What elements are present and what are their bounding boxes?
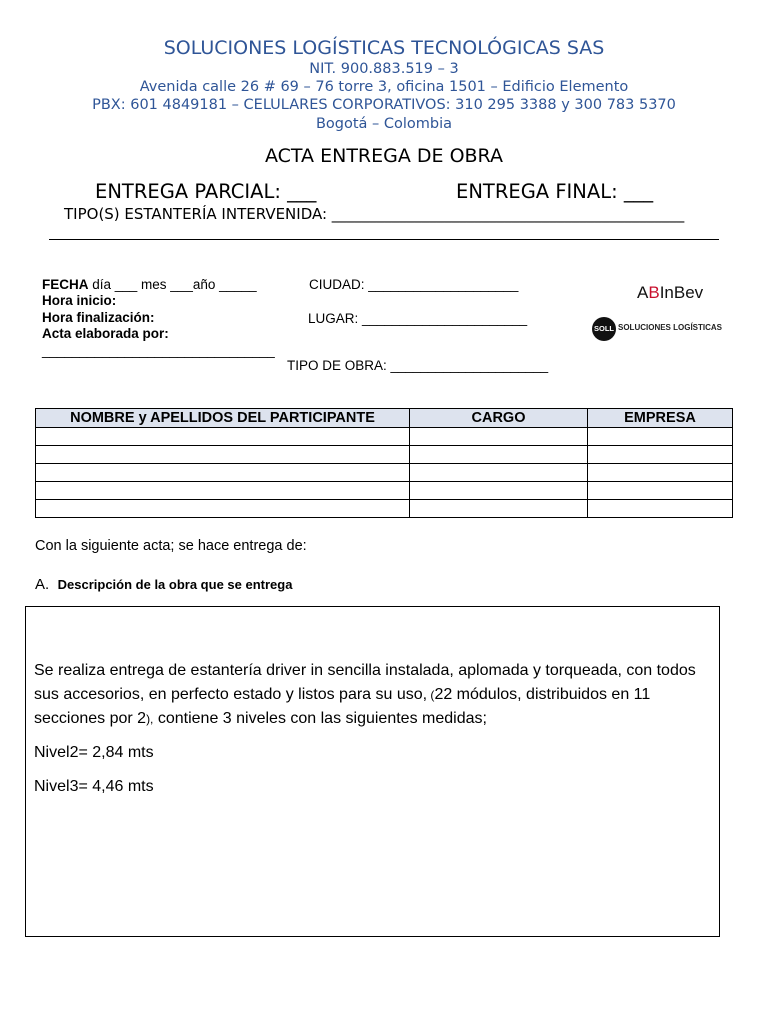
ciudad-field: CIUDAD: ____________________ xyxy=(309,277,519,292)
soll-logo-text: SOLUCIONES LOGÍSTICAS xyxy=(618,323,723,332)
table-cell[interactable] xyxy=(36,428,410,446)
table-cell[interactable] xyxy=(410,428,588,446)
fecha-field xyxy=(42,277,257,292)
header-empresa: EMPRESA xyxy=(588,409,733,428)
document-title: ACTA ENTREGA DE OBRA xyxy=(265,145,503,167)
company-address: Avenida calle 26 # 69 – 76 torre 3, oficina 1501 – Edificio Elemento xyxy=(139,79,629,95)
description-line-1: Se realiza entrega de estantería driver in sencilla instalada, aplomada y torqueada, con todos xyxy=(34,662,696,679)
fecha-blanks: día ___ mes ___año _____ xyxy=(88,277,257,292)
table-row xyxy=(36,482,733,500)
soluciones-logisticas-logo xyxy=(592,317,723,341)
table-cell[interactable] xyxy=(36,500,410,518)
nivel2-measure: Nivel2= 2,84 mts xyxy=(34,744,154,761)
tipo-estanteria-field: TIPO(S) ESTANTERÍA INTERVENIDA: _______________________________________________ xyxy=(64,205,685,223)
fecha-label: FECHA xyxy=(42,277,89,292)
table-cell[interactable] xyxy=(588,500,733,518)
table-cell[interactable] xyxy=(36,482,410,500)
table-cell[interactable] xyxy=(588,464,733,482)
company-city: Bogotá – Colombia xyxy=(315,116,453,132)
company-nit: NIT. 900.883.519 – 3 xyxy=(309,61,459,77)
table-cell[interactable] xyxy=(410,500,588,518)
section-a-heading xyxy=(35,576,292,594)
section-a-letter: A. xyxy=(35,576,50,593)
acta-elaborada-label: Acta elaborada por: xyxy=(42,326,169,341)
table-row xyxy=(36,500,733,518)
table-header-row xyxy=(36,409,733,428)
ab-inbev-logo: ABInBev xyxy=(637,283,704,302)
description-paragraph xyxy=(34,659,714,731)
table-cell[interactable] xyxy=(36,464,410,482)
description-line-3: secciones por 2), contiene 3 niveles con las siguientes medidas; xyxy=(34,710,487,727)
entrega-parcial: ENTREGA PARCIAL: ___ xyxy=(95,180,317,203)
tipo-obra-field: TIPO DE OBRA: _____________________ xyxy=(287,358,549,373)
table-cell[interactable] xyxy=(410,482,588,500)
header-cargo: CARGO xyxy=(410,409,588,428)
hora-inicio-label: Hora inicio: xyxy=(42,293,117,308)
company-phones: PBX: 601 4849181 – CELULARES CORPORATIVOS: 310 295 3388 y 300 783 5370 xyxy=(92,97,676,113)
description-line-2: sus accesorios, en perfecto estado y listos para su uso, (22 módulos, distribuidos en 11 xyxy=(34,686,651,703)
nivel3-measure: Nivel3= 4,46 mts xyxy=(34,778,154,795)
description-box xyxy=(25,606,720,937)
lugar-field: LUGAR: ______________________ xyxy=(308,311,528,326)
intro-text: Con la siguiente acta; se hace entrega de: xyxy=(35,538,307,554)
soll-badge-icon: SOLL xyxy=(592,317,616,341)
table-cell[interactable] xyxy=(410,446,588,464)
company-name: SOLUCIONES LOGÍSTICAS TECNOLÓGICAS SAS xyxy=(163,37,605,59)
table-cell[interactable] xyxy=(588,446,733,464)
section-a-title: Descripción de la obra que se entrega xyxy=(57,577,293,592)
acta-elaborada-line: _______________________________ xyxy=(42,343,275,358)
table-cell[interactable] xyxy=(36,446,410,464)
table-cell[interactable] xyxy=(410,464,588,482)
table-cell[interactable] xyxy=(588,482,733,500)
header-nombre: NOMBRE y APELLIDOS DEL PARTICIPANTE xyxy=(36,409,410,428)
table-row xyxy=(36,464,733,482)
table-cell[interactable] xyxy=(588,428,733,446)
table-row xyxy=(36,446,733,464)
hora-finalizacion-label: Hora finalización: xyxy=(42,310,155,325)
separator-line xyxy=(49,239,719,240)
entrega-final: ENTREGA FINAL: ___ xyxy=(456,180,654,203)
table-row xyxy=(36,428,733,446)
participants-table xyxy=(35,408,733,518)
